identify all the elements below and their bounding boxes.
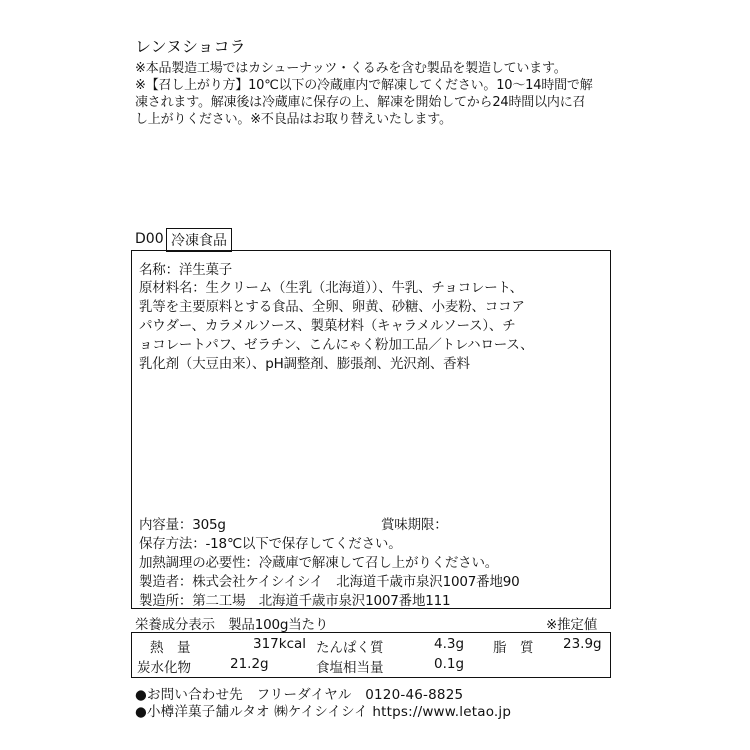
energy-value: 317kcal — [253, 636, 307, 652]
ingredients-line-4: ョコレートパフ、ゼラチン、こんにゃく粉加工品／トレハロース、 — [139, 337, 534, 353]
company-info: ●小樽洋菓子舗ルタオ ㈱ケイシイシイ https://www.letao.jp — [135, 704, 512, 720]
ingredients-line-3: パウダー、カラメルソース、製菓材料（キャラメルソース）、チ — [139, 318, 516, 334]
lot-code: D00 — [135, 231, 164, 247]
ingredients-line-5: 乳化剤（大豆由来）、pH調整剤、膨張剤、光沢剤、香料 — [139, 356, 470, 372]
content-amount: 内容量：305g — [139, 517, 226, 533]
factory-info: 製造所：第二工場 北海道千歳市泉沢1007番地111 — [139, 593, 451, 609]
storage-method: 保存方法：-18℃以下で保存してください。 — [139, 536, 402, 552]
thawing-notice-line-1: ※【召し上がり方】10℃以下の冷蔵庫内で解凍してください。10～14時間で解 — [135, 78, 593, 93]
carb-label: 炭水化物 — [137, 660, 191, 676]
product-title: レンヌショコラ — [135, 37, 246, 56]
manufacturer-info: 製造者：株式会社ケイシイシイ 北海道千歳市泉沢1007番地90 — [139, 574, 520, 590]
fat-value: 23.9g — [563, 636, 602, 652]
product-category: 名称：洋生菓子 — [139, 262, 233, 278]
best-before-date: 賞味期限： — [381, 517, 448, 533]
energy-label: 熱 量 — [150, 640, 191, 656]
salt-value: 0.1g — [434, 656, 465, 672]
allergen-notice: ※本品製造工場ではカシューナッツ・くるみを含む製品を製造しています。 — [135, 61, 567, 76]
ingredients-line-1: 原材料名：生クリーム（生乳（北海道））、牛乳、チョコレート、 — [139, 280, 523, 296]
protein-label: たんぱく質 — [316, 640, 384, 656]
protein-value: 4.3g — [434, 636, 465, 652]
heating-requirement: 加熱調理の必要性：冷蔵庫で解凍して召し上がりください。 — [139, 555, 499, 571]
salt-label: 食塩相当量 — [316, 660, 384, 676]
thawing-notice-line-2: 凍されます。解凍後は冷蔵庫に保存の上、解凍を開始してから24時間以内に召 — [135, 95, 586, 110]
thawing-notice-line-3: し上がりください。※不良品はお取り替えいたします。 — [135, 112, 452, 127]
nutrition-header: 栄養成分表示 製品100g当たり — [135, 617, 329, 633]
inquiry-contact: ●お問い合わせ先 フリーダイヤル 0120-46-8825 — [135, 687, 464, 703]
carb-value: 21.2g — [230, 656, 269, 672]
ingredients-line-2: 乳等を主要原料とする食品、全卵、卵黄、砂糖、小麦粉、ココア — [139, 299, 525, 315]
fat-label: 脂 質 — [493, 640, 534, 656]
frozen-food-badge: 冷凍食品 — [166, 228, 232, 252]
nutrition-estimate-note: ※推定値 — [546, 617, 598, 633]
